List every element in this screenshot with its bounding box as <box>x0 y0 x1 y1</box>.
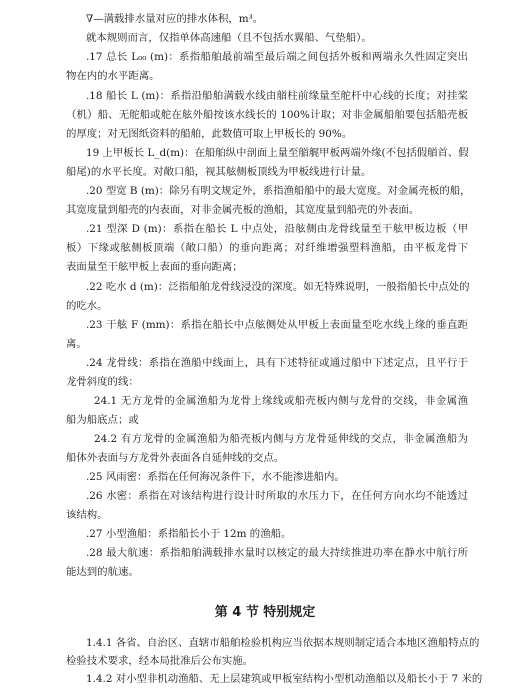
text-line: 离。 <box>66 338 87 350</box>
text-line: 船为船底点；或 <box>66 414 139 426</box>
text-line: 就本规则而言，仅指单体高速船（且不包括水翼船、气垫船）。 <box>86 32 372 44</box>
text-line: .24 龙骨线：系指在渔船中线面上，具有下述特征或通过船中下述定点，且平行于 <box>86 357 468 369</box>
text-line: ∇—满载排水量对应的排水体积，m³。 <box>86 13 264 25</box>
text-line: 船体外表面与方龙骨外表面各自延伸线的交点。 <box>66 452 285 464</box>
text-line: 板）下缘或舷侧板顶端（敞口船）的垂向距离；对纤维增强塑料渔船，由平板龙骨下 <box>66 242 468 254</box>
text-line: .22 吃水 d (m)：泛指船舶龙骨线浸没的深度。如无特殊说明，一般指船长中点处的 <box>86 281 470 293</box>
text-line: .26 水密：系指在对该结构进行设计时所取的水压力下，在任何方向水均不能透过 <box>86 490 468 502</box>
text-line: 表面量至干舷甲板上表面的垂向距离； <box>66 261 243 273</box>
text-line: 能达到的航速。 <box>66 566 139 578</box>
text-line: .21 型深 D (m)：系指在船长 L 中点处，沿舷侧由龙骨线量至干舷甲板边板（甲 <box>86 223 468 235</box>
text-line: 24.2 有方龙骨的金属渔船为船壳板内侧与方龙骨延伸线的交点，非金属渔船为 <box>94 433 468 445</box>
section-heading: 第 4 节 特别规定 <box>214 605 316 620</box>
text-line: 19 上甲板长 L_d(m)：在船舶纵中剖面上量至艏艉甲板两端外缘(不包括假艏首、假 <box>86 147 469 159</box>
text-line: （机）船、无舵船或舵在舷外船按该水线长的 100%计取；对非金属船舶要包括船壳板 <box>66 109 468 121</box>
text-line: 龙骨斜度的线： <box>66 376 139 388</box>
text-line: 1.4.2 对小型非机动渔船、无上层建筑或甲板室结构小型机动渔船以及船长小于 7 米的 <box>86 673 483 685</box>
text-line: 检验技术要求，经本局批准后公布实施。 <box>66 655 254 667</box>
text-line: 1.4.1 各省、自治区、直辖市船舶检验机构应当依据本规则制定适合本地区渔船特点的 <box>86 637 480 649</box>
text-line: 的厚度；对无图纸资料的船舶，此数值可取上甲板长的 90%。 <box>66 128 353 140</box>
text-line: 24.1 无方龙骨的金属渔船为龙骨上缘线或船壳板内侧与龙骨的交线，非金属渔 <box>94 395 468 407</box>
text-line: .17 总长 L₀₀ (m)：系指船舶最前端至最后端之间包括外板和两端永久性固定突出 <box>86 51 468 63</box>
text-line: .25 风雨密：系指在任何海况条件下，水不能渗进船内。 <box>86 471 345 483</box>
text-line: .23 干舷 F (mm)：系指在船长中点舷侧处从甲板上表面量至吃水线上缘的垂直距 <box>86 319 468 331</box>
text-line: 船尾)的水平长度。对敞口船，视其舷侧板顶线为甲板线进行计量。 <box>66 166 372 178</box>
text-line: .28 最大航速：系指船舶满载排水量时以核定的最大持续推进功率在静水中航行所 <box>86 547 468 559</box>
text-line: .18 船长 L (m)：系指沿船舶满载水线由艏柱前缘量至舵杆中心线的长度；对挂桨 <box>86 90 468 102</box>
text-line: 的吃水。 <box>66 300 108 312</box>
text-line: 物在内的水平距离。 <box>66 70 160 82</box>
text-line: .20 型宽 B (m)：除另有明文规定外，系指渔船船中的最大宽度。对金属壳板的船， <box>86 185 471 197</box>
text-line: .27 小型渔船：系指船长小于 12m 的渔船。 <box>86 528 292 540</box>
text-line: 该结构。 <box>66 509 108 521</box>
text-line: 其宽度量到船壳的内表面，对非金属壳板的渔船，其宽度量到船壳的外表面。 <box>66 204 420 216</box>
